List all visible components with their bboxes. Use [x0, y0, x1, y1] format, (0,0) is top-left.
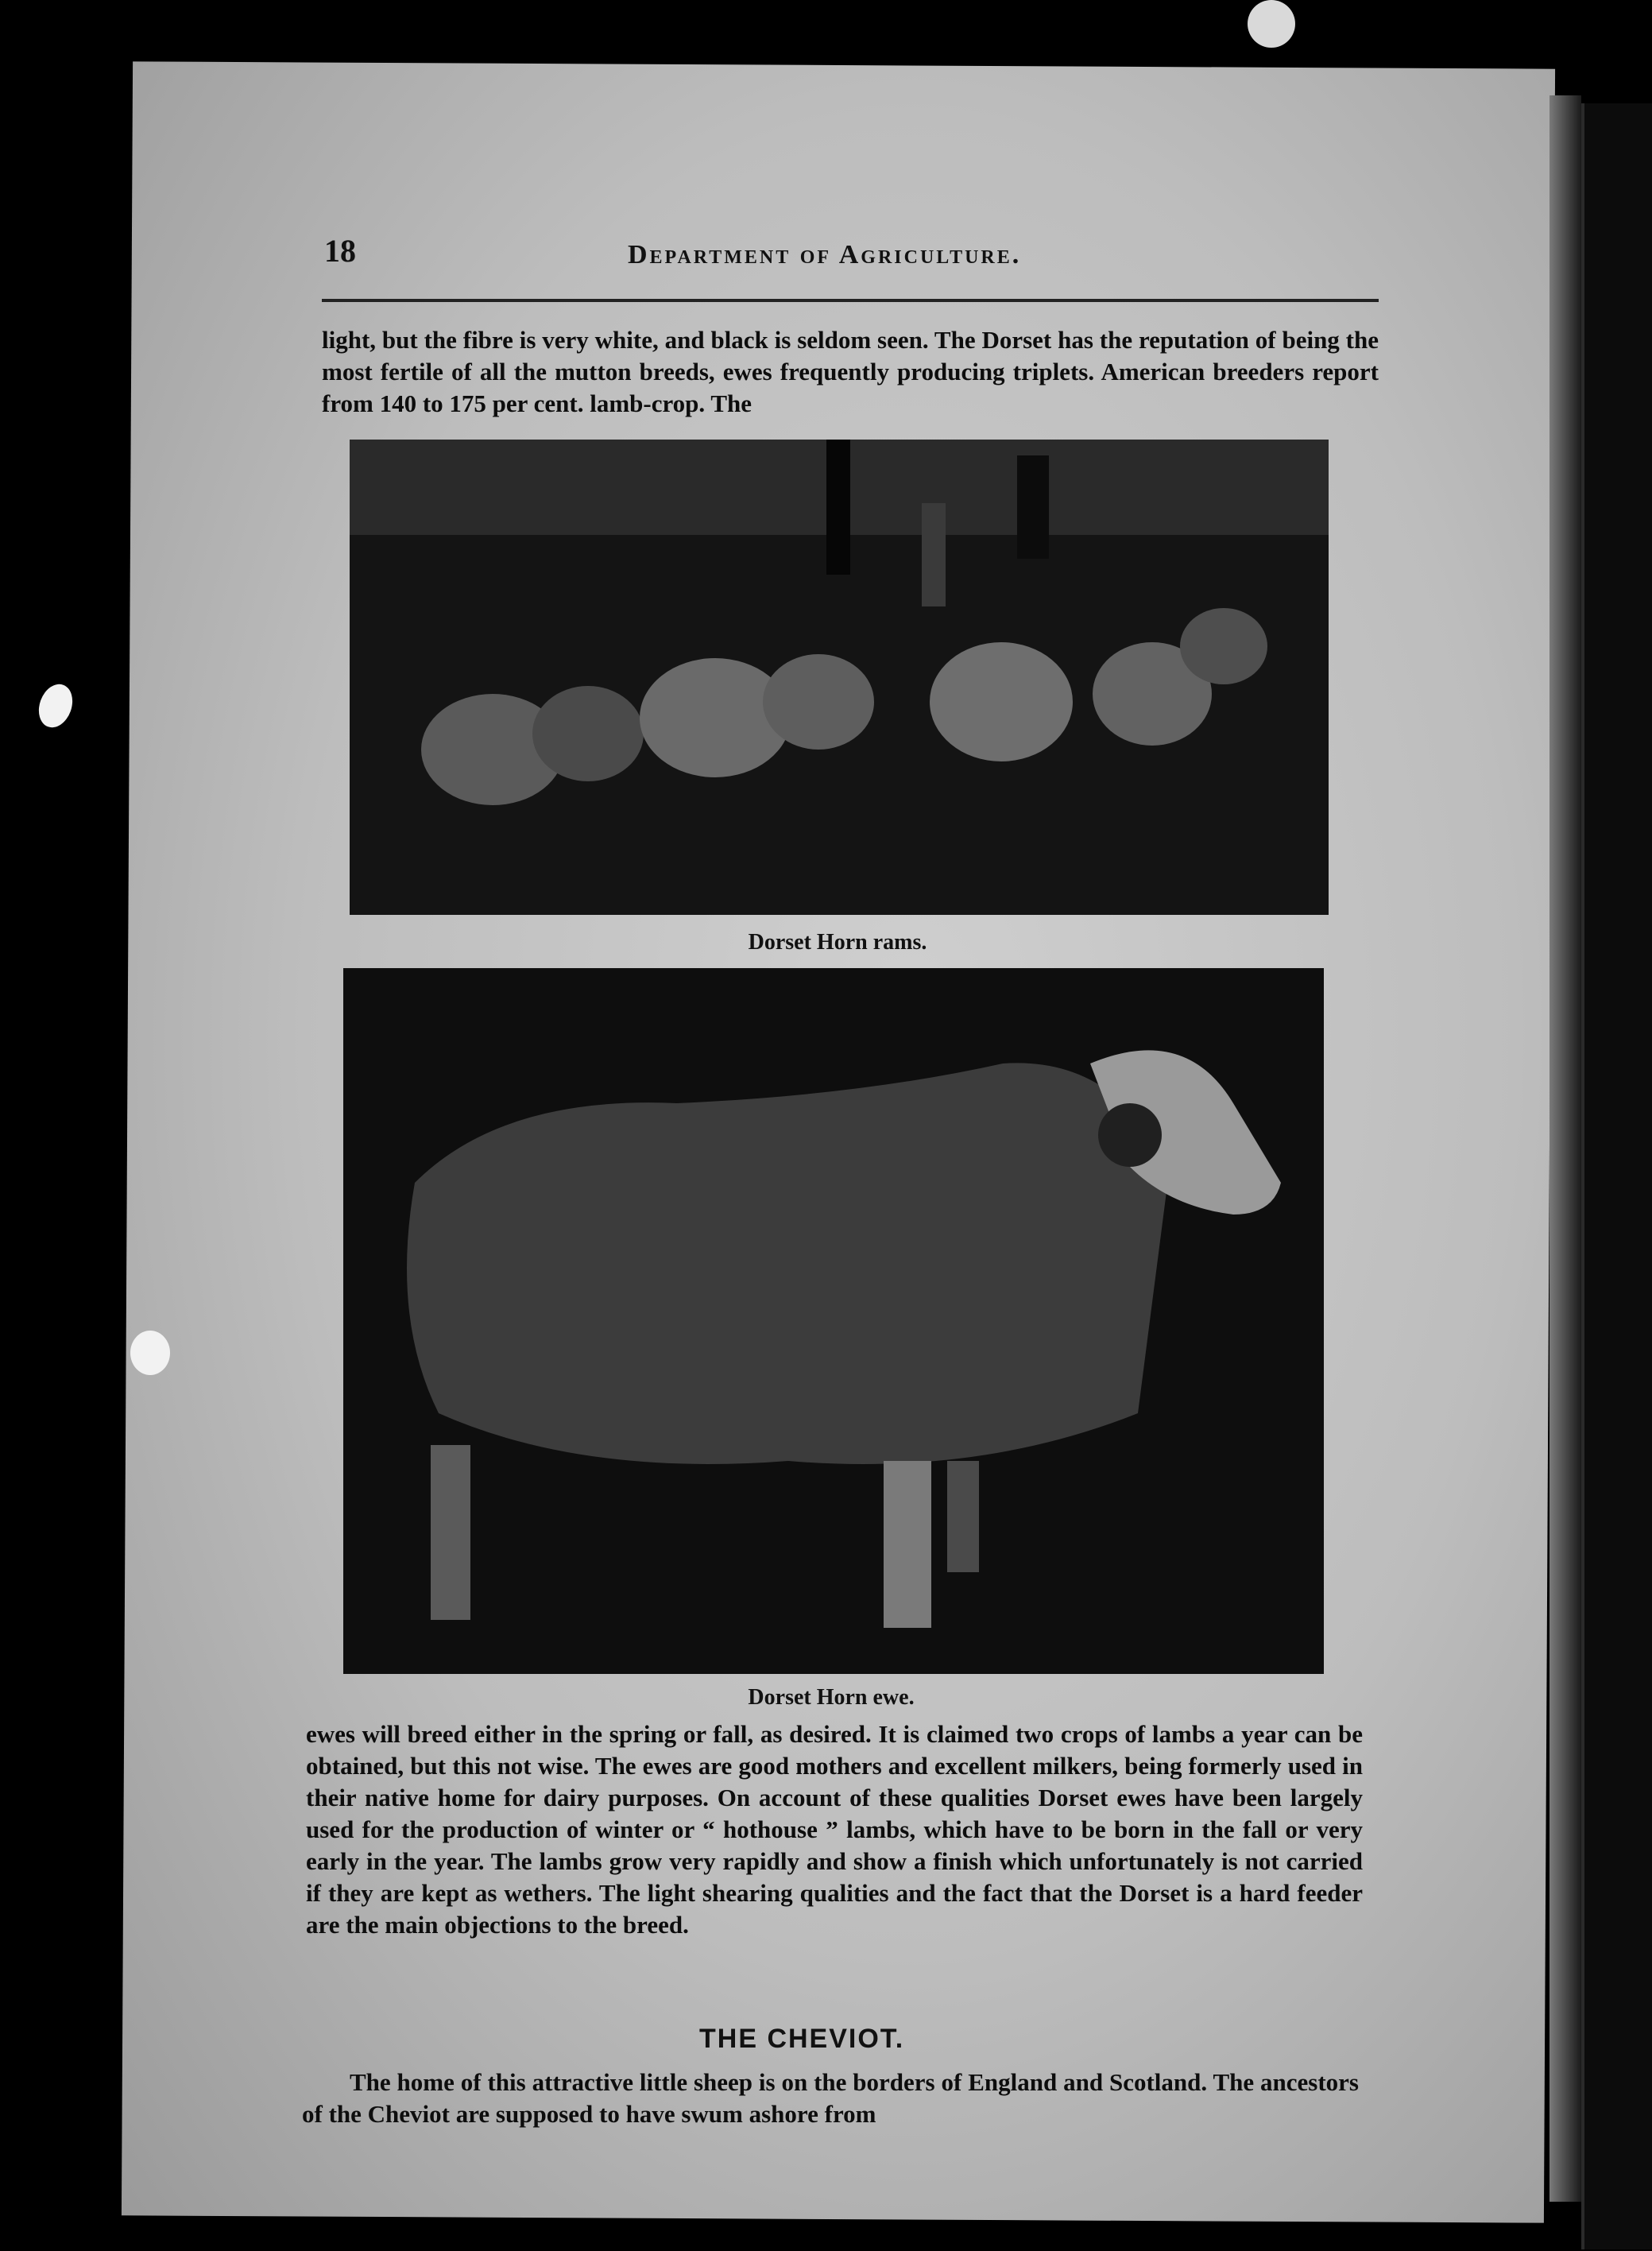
- body-paragraph: light, but the fibre is very white, and black is seldom seen. The Dorset has the reputation of being the most fertile of all the mutton breeds, ewes frequently producing triplets. American breeders report from 140 to 175 per cent. lamb-crop. The: [322, 326, 1379, 417]
- body-paragraph: ewes will breed either in the spring or fall, as desired. It is claimed two crops of lambs a year can be obtained, but this not wise. The ewes are good mothers and excellent milkers, being formerly used in their native home for dairy purposes. On account of these qualities Dorset ewes have been largely used for the production of winter or “ hothouse ” lambs, which have to be born in the fall or very early in the year. The lambs grow very rapidly and show a finish which unfortunately is not carried if they are kept as wethers. The light shearing qualities and the fact that the Dorset is a hard feeder are the main objections to the breed.: [306, 1720, 1363, 1939]
- figure-caption: Dorset Horn ewe.: [748, 1685, 915, 1710]
- paper-blot: [130, 1331, 170, 1375]
- facing-page: [1581, 103, 1652, 2249]
- dorset-horn-rams-photo: [350, 440, 1329, 915]
- dorset-horn-ewe-photo: [343, 968, 1324, 1674]
- paper-blot: [1248, 0, 1295, 48]
- running-head: Department of Agriculture.: [628, 240, 1022, 269]
- header-rule: [322, 299, 1379, 302]
- section-heading: THE CHEVIOT.: [699, 2024, 905, 2054]
- paper-blot: [33, 680, 79, 732]
- page-gutter: [1549, 95, 1581, 2202]
- page-number: 18: [324, 233, 356, 269]
- figure-caption: Dorset Horn rams.: [748, 930, 927, 955]
- body-paragraph: The home of this attractive little sheep is on the borders of England and Scotland. The ancestors of the Cheviot are supposed to have swum ashore from: [302, 2068, 1359, 2128]
